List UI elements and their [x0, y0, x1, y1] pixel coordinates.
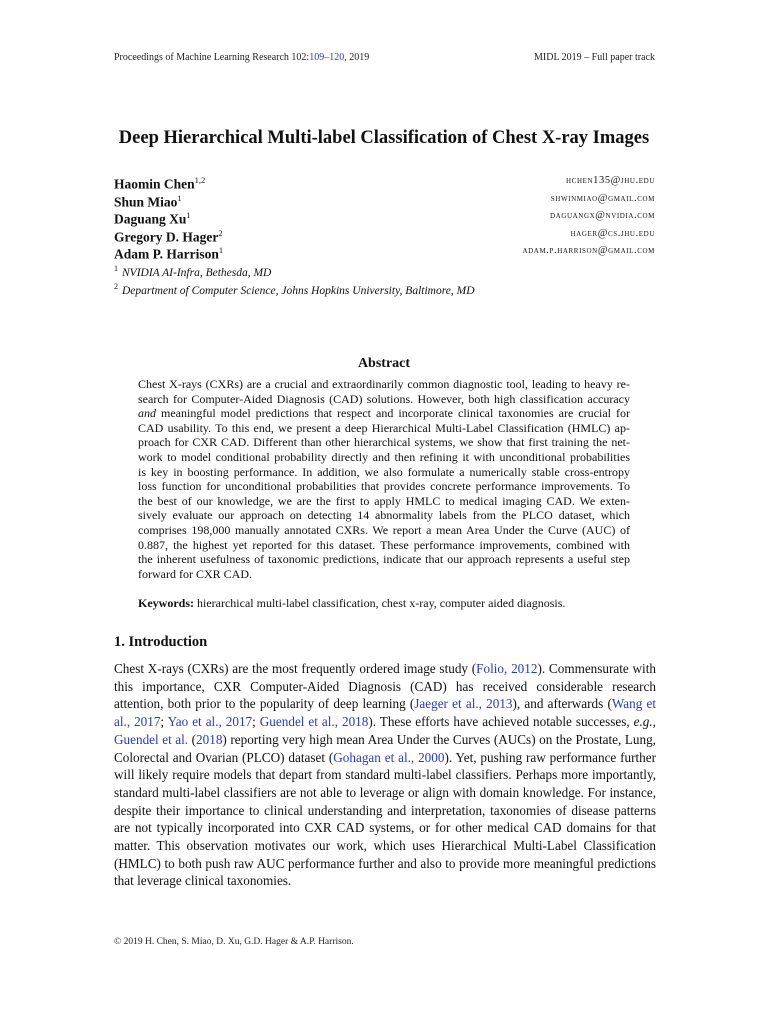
abstract-line: CAD usability. To this end, we present a deep Hierarchical Multi-Label Classification (HMLC) ap- — [138, 420, 630, 435]
running-header-right: MIDL 2019 – Full paper track — [534, 52, 655, 63]
abstract-line: and meaningful model predictions that respect and incorporate clinical taxonomies are crucial for — [138, 406, 630, 421]
author-email[interactable]: daguangx@nvidia.com — [550, 210, 655, 221]
citation-link[interactable]: Wang et al., 2017 — [114, 696, 656, 730]
abstract-line: loss function for unconditional probabilities that provides concrete performance improvements. To — [138, 479, 630, 494]
abstract-line: work to model conditional probability directly and then refining it with unconditional probabilities — [138, 449, 630, 464]
keywords — [138, 596, 630, 611]
paper-title: Deep Hierarchical Multi-label Classification of Chest X-ray Images — [118, 128, 650, 148]
author-email[interactable]: hager@cs.jhu.edu — [570, 228, 655, 239]
author-row — [114, 193, 655, 210]
affiliation: $^2$ Department of Computer Science, Johns Hopkins University, Baltimore, MD — [114, 282, 475, 297]
copyright-notice: © 2019 H. Chen, S. Miao, D. Xu, G.D. Hager & A.P. Harrison. — [114, 937, 354, 947]
keywords-text: hierarchical multi-label classification, chest x-ray, computer aided diagnosis. — [194, 596, 566, 610]
citation-link[interactable]: Yao et al., 2017 — [167, 714, 253, 730]
abstract-line: sively evaluate our approach on detecting 14 abnormality labels from the PLCO dataset, which — [138, 508, 630, 523]
author-name: Gregory D. Hager$^2$ — [114, 228, 223, 245]
abstract-line: search for Computer-Aided Diagnosis (CAD) solutions. However, both high classification accuracy — [138, 391, 630, 406]
author-name: Haomin Chen$^{1,2}$ — [114, 175, 206, 192]
citation-link[interactable]: Guendel et al. — [114, 731, 189, 747]
author-row — [114, 210, 655, 227]
author-email[interactable]: hchen135@jhu.edu — [566, 175, 655, 186]
author-name: Shun Miao$^1$ — [114, 193, 182, 210]
author-row — [114, 245, 655, 262]
abstract-line: proach for CXR CAD. Different than other hierarchical systems, we show that first training the net- — [138, 435, 630, 450]
abstract-line: 0.887, the highest yet reported for this dataset. These performance improvements, combined with — [138, 537, 630, 552]
abstract-line: forward for CXR CAD. — [138, 566, 252, 581]
citation-link[interactable]: Jaeger et al., 2013 — [414, 696, 513, 712]
author-name: Daguang Xu$^1$ — [114, 210, 191, 227]
affiliation: $^1$ NVIDIA AI-Infra, Bethesda, MD — [114, 264, 272, 279]
abstract-line: the best of our knowledge, we are the first to apply HMLC to medical imaging CAD. We exten- — [138, 493, 630, 508]
journal-year: , 2019 — [344, 52, 370, 63]
abstract-line: comprises 198,000 manually annotated CXRs. We report a mean Area Under the Curve (AUC) of — [138, 522, 630, 537]
abstract-line: is key in boosting performance. In addition, we also formulate a numerically stable cross-entropy — [138, 464, 630, 479]
page-range-link[interactable]: 109–120 — [309, 52, 345, 63]
author-row — [114, 175, 655, 192]
journal-name: Proceedings of Machine Learning Research 102: — [114, 52, 310, 63]
abstract-heading: Abstract — [357, 356, 411, 371]
intro-paragraph: Chest X-rays (CXRs) are the most frequently ordered image study (Folio, 2012). Commensurate with this importance, CXR Computer-Aided Diagnosis (CAD) has received considerable research attention, both prior to the popularity of deep learning (Jaeger et al., 2013), and afterwards (Wang et al., 2017; Yao et al., 2017; Guendel et al., 2018). These efforts have achieved notable successes, e.g., Guendel et al. (2018) reporting very high mean Area Under the Curves (AUCs) on the Prostate, Lung, Colorectal and Ovarian (PLCO) dataset (Gohagan et al., 2000). Yet, pushing raw performance further will likely require models that depart from standard multi-label classifiers. Perhaps more importantly, standard multi-label classifiers are not able to leverage or align with domain knowledge. For instance, despite their importance to clinical understanding and interpretation, taxonomies of disease patterns are not typically incorporated into CXR CAD systems, or for other medical CAD domains for that matter. This observation motivates our work, which uses Hierarchical Multi-Label Classification (HMLC) to both push raw AUC performance further and also to provide more meaningful predictions that leverage clinical taxonomies. — [114, 661, 657, 889]
author-name: Adam P. Harrison$^1$ — [114, 245, 224, 262]
citation-link[interactable]: Guendel et al., 2018 — [259, 714, 369, 730]
abstract-line: the inherent usefulness of taxonomic predictions, indicate that our approach represents a useful step — [138, 552, 630, 567]
citation-link[interactable]: 2018 — [196, 731, 223, 747]
citation-link[interactable]: Folio, 2012 — [476, 661, 538, 676]
author-row — [114, 228, 655, 245]
running-header-left — [114, 52, 369, 63]
keywords-label: Keywords: — [138, 596, 194, 610]
citation-link[interactable]: Gohagan et al., 2000 — [333, 749, 445, 765]
section-heading: 1. Introduction — [114, 634, 208, 650]
abstract-body — [138, 377, 630, 581]
author-email[interactable]: adam.p.harrison@gmail.com — [522, 245, 655, 256]
author-email[interactable]: shwinmiao@gmail.com — [550, 193, 655, 204]
abstract-line: Chest X-rays (CXRs) are a crucial and extraordinarily common diagnostic tool, leading to heavy re- — [138, 377, 630, 391]
